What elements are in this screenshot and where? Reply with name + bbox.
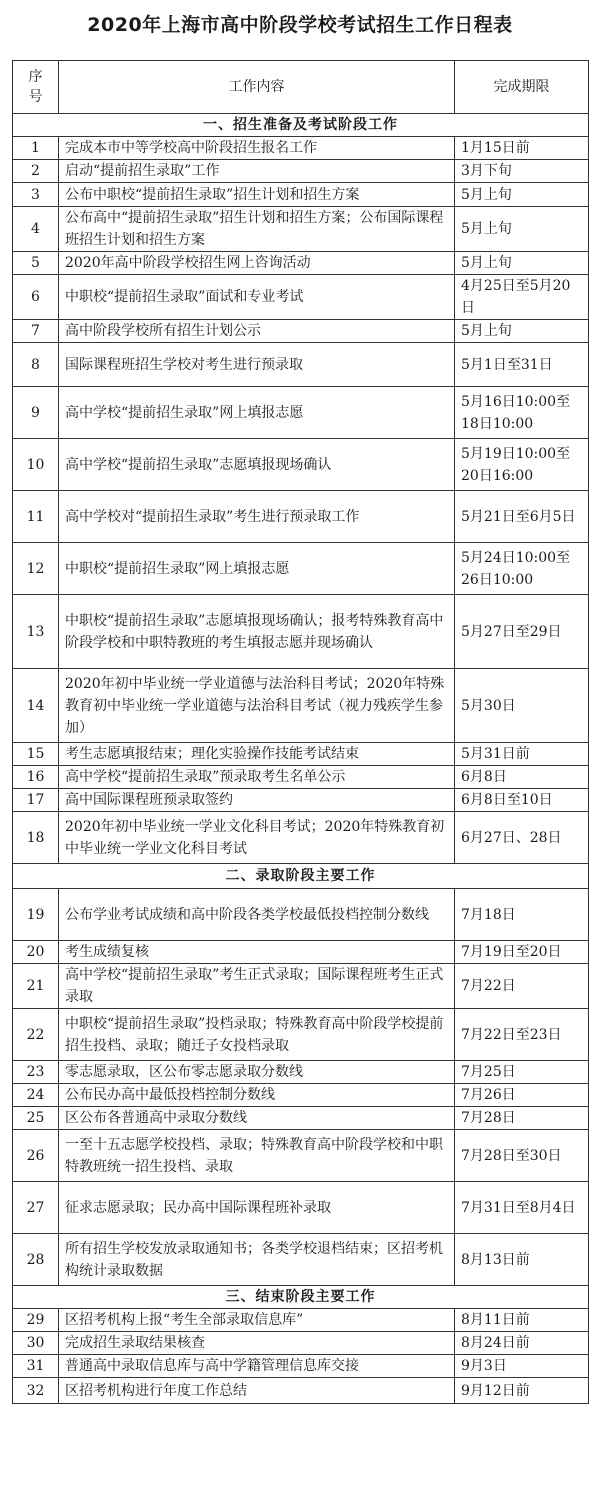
row-period: 3月下旬 bbox=[455, 160, 589, 183]
row-period: 5月21日至6月5日 bbox=[455, 491, 589, 543]
table-row bbox=[13, 1234, 589, 1286]
row-content: 一至十五志愿学校投档、录取；特殊教育高中阶段学校和中职特教班统一招生投档、录取 bbox=[59, 1130, 455, 1182]
row-period: 6月8日至10日 bbox=[455, 789, 589, 812]
row-content: 高中学校“提前招生录取”预录取考生名单公示 bbox=[59, 766, 455, 789]
row-content: 中职校“提前招生录取”志愿填报现场确认；报考特殊教育高中阶段学校和中职特教班的考生填报志愿并现场确认 bbox=[59, 595, 455, 669]
row-period: 5月上旬 bbox=[455, 207, 589, 252]
row-period: 8月24日前 bbox=[455, 1332, 589, 1355]
row-period: 7月31日至8月4日 bbox=[455, 1182, 589, 1234]
table-row bbox=[13, 1332, 589, 1355]
row-number: 12 bbox=[13, 543, 59, 595]
row-content: 公布中职校“提前招生录取”招生计划和招生方案 bbox=[59, 183, 455, 207]
row-content: 高中阶段学校所有招生计划公示 bbox=[59, 320, 455, 343]
row-content: 普通高中录取信息库与高中学籍管理信息库交接 bbox=[59, 1355, 455, 1378]
row-content: 国际课程班招生学校对考生进行预录取 bbox=[59, 343, 455, 387]
row-number: 16 bbox=[13, 766, 59, 789]
row-period: 5月30日 bbox=[455, 669, 589, 743]
row-number: 17 bbox=[13, 789, 59, 812]
header-period: 完成期限 bbox=[455, 61, 589, 114]
row-period: 5月19日10:00至20日16:00 bbox=[455, 439, 589, 491]
row-content: 区招考机构上报“考生全部录取信息库” bbox=[59, 1309, 455, 1332]
row-number: 20 bbox=[13, 941, 59, 964]
row-content: 高中学校“提前招生录取”网上填报志愿 bbox=[59, 387, 455, 439]
row-content: 公布民办高中最低投档控制分数线 bbox=[59, 1084, 455, 1107]
table-row bbox=[13, 889, 589, 941]
row-content: 公布学业考试成绩和高中阶段各类学校最低投档控制分数线 bbox=[59, 889, 455, 941]
row-number: 18 bbox=[13, 812, 59, 864]
row-number: 1 bbox=[13, 137, 59, 160]
table-row bbox=[13, 1309, 589, 1332]
row-content: 所有招生学校发放录取通知书；各类学校退档结束；区招考机构统计录取数据 bbox=[59, 1234, 455, 1286]
table-row bbox=[13, 137, 589, 160]
table-row bbox=[13, 343, 589, 387]
row-content: 中职校“提前招生录取”面试和专业考试 bbox=[59, 275, 455, 320]
row-number: 24 bbox=[13, 1084, 59, 1107]
row-period: 4月25日至5月20日 bbox=[455, 275, 589, 320]
table-row bbox=[13, 595, 589, 669]
row-period: 5月上旬 bbox=[455, 183, 589, 207]
row-number: 3 bbox=[13, 183, 59, 207]
row-content: 零志愿录取，区公布零志愿录取分数线 bbox=[59, 1061, 455, 1084]
table-row bbox=[13, 543, 589, 595]
row-content: 区招考机构进行年度工作总结 bbox=[59, 1378, 455, 1404]
row-period: 8月11日前 bbox=[455, 1309, 589, 1332]
row-number: 22 bbox=[13, 1009, 59, 1061]
table-row bbox=[13, 252, 589, 275]
table-row bbox=[13, 789, 589, 812]
header-no bbox=[13, 61, 59, 114]
row-content: 2020年高中阶段学校招生网上咨询活动 bbox=[59, 252, 455, 275]
schedule-table bbox=[12, 60, 589, 1404]
row-content: 完成招生录取结果核查 bbox=[59, 1332, 455, 1355]
table-row bbox=[13, 439, 589, 491]
table-row bbox=[13, 1009, 589, 1061]
row-period: 5月16日10:00至18日10:00 bbox=[455, 387, 589, 439]
section-title: 三、结束阶段主要工作 bbox=[13, 1286, 589, 1309]
row-content: 启动“提前招生录取”工作 bbox=[59, 160, 455, 183]
row-period: 5月24日10:00至26日10:00 bbox=[455, 543, 589, 595]
table-row bbox=[13, 160, 589, 183]
row-period: 5月27日至29日 bbox=[455, 595, 589, 669]
row-content: 2020年初中毕业统一学业道德与法治科目考试；2020年特殊教育初中毕业统一学业道德与法治科目考试（视力残疾学生参加） bbox=[59, 669, 455, 743]
row-period: 9月12日前 bbox=[455, 1378, 589, 1404]
row-number: 2 bbox=[13, 160, 59, 183]
row-number: 23 bbox=[13, 1061, 59, 1084]
section-row bbox=[13, 114, 589, 137]
row-content: 区公布各普通高中录取分数线 bbox=[59, 1107, 455, 1130]
table-row bbox=[13, 941, 589, 964]
section-title: 二、录取阶段主要工作 bbox=[13, 864, 589, 889]
table-row bbox=[13, 491, 589, 543]
table-row bbox=[13, 743, 589, 766]
row-period: 5月31日前 bbox=[455, 743, 589, 766]
row-number: 31 bbox=[13, 1355, 59, 1378]
row-period: 8月13日前 bbox=[455, 1234, 589, 1286]
row-content: 完成本市中等学校高中阶段招生报名工作 bbox=[59, 137, 455, 160]
table-row bbox=[13, 1355, 589, 1378]
row-period: 7月22日至23日 bbox=[455, 1009, 589, 1061]
section-row bbox=[13, 1286, 589, 1309]
row-period: 7月18日 bbox=[455, 889, 589, 941]
section-row bbox=[13, 864, 589, 889]
table-row bbox=[13, 1061, 589, 1084]
row-period: 7月19日至20日 bbox=[455, 941, 589, 964]
row-period: 5月上旬 bbox=[455, 252, 589, 275]
row-period: 7月28日 bbox=[455, 1107, 589, 1130]
table-row bbox=[13, 1107, 589, 1130]
row-period: 7月22日 bbox=[455, 964, 589, 1009]
row-period: 7月25日 bbox=[455, 1061, 589, 1084]
row-period: 1月15日前 bbox=[455, 137, 589, 160]
row-number: 14 bbox=[13, 669, 59, 743]
table-row bbox=[13, 183, 589, 207]
table-row bbox=[13, 207, 589, 252]
row-content: 考生志愿填报结束；理化实验操作技能考试结束 bbox=[59, 743, 455, 766]
row-number: 13 bbox=[13, 595, 59, 669]
row-number: 9 bbox=[13, 387, 59, 439]
row-content: 高中国际课程班预录取签约 bbox=[59, 789, 455, 812]
table-row bbox=[13, 320, 589, 343]
table-row bbox=[13, 669, 589, 743]
row-content: 征求志愿录取；民办高中国际课程班补录取 bbox=[59, 1182, 455, 1234]
row-content: 2020年初中毕业统一学业文化科目考试；2020年特殊教育初中毕业统一学业文化科目考试 bbox=[59, 812, 455, 864]
table-row bbox=[13, 275, 589, 320]
row-number: 7 bbox=[13, 320, 59, 343]
row-period: 6月27日、28日 bbox=[455, 812, 589, 864]
row-content: 公布高中“提前招生录取”招生计划和招生方案；公布国际课程班招生计划和招生方案 bbox=[59, 207, 455, 252]
table-row bbox=[13, 1130, 589, 1182]
row-period: 7月28日至30日 bbox=[455, 1130, 589, 1182]
table-row bbox=[13, 1378, 589, 1404]
row-number: 27 bbox=[13, 1182, 59, 1234]
row-number: 6 bbox=[13, 275, 59, 320]
table-body bbox=[13, 114, 589, 1404]
table-row bbox=[13, 964, 589, 1009]
table-row bbox=[13, 812, 589, 864]
row-content: 高中学校对“提前招生录取”考生进行预录取工作 bbox=[59, 491, 455, 543]
row-content: 中职校“提前招生录取”网上填报志愿 bbox=[59, 543, 455, 595]
header-no-line2: 号 bbox=[28, 89, 43, 105]
row-content: 高中学校“提前招生录取”考生正式录取；国际课程班考生正式录取 bbox=[59, 964, 455, 1009]
row-number: 10 bbox=[13, 439, 59, 491]
row-content: 高中学校“提前招生录取”志愿填报现场确认 bbox=[59, 439, 455, 491]
header-no-line1: 序 bbox=[28, 69, 43, 85]
row-content: 考生成绩复核 bbox=[59, 941, 455, 964]
row-period: 5月1日至31日 bbox=[455, 343, 589, 387]
row-number: 30 bbox=[13, 1332, 59, 1355]
row-period: 7月26日 bbox=[455, 1084, 589, 1107]
row-number: 19 bbox=[13, 889, 59, 941]
header-content: 工作内容 bbox=[59, 61, 455, 114]
row-number: 5 bbox=[13, 252, 59, 275]
section-title: 一、招生准备及考试阶段工作 bbox=[13, 114, 589, 137]
row-number: 29 bbox=[13, 1309, 59, 1332]
page-title: 2020年上海市高中阶段学校考试招生工作日程表 bbox=[87, 14, 513, 36]
row-period: 5月上旬 bbox=[455, 320, 589, 343]
row-number: 21 bbox=[13, 964, 59, 1009]
row-period: 6月8日 bbox=[455, 766, 589, 789]
row-number: 8 bbox=[13, 343, 59, 387]
row-number: 11 bbox=[13, 491, 59, 543]
row-number: 28 bbox=[13, 1234, 59, 1286]
table-row bbox=[13, 387, 589, 439]
table-row bbox=[13, 1182, 589, 1234]
table-row bbox=[13, 766, 589, 789]
row-number: 15 bbox=[13, 743, 59, 766]
row-number: 4 bbox=[13, 207, 59, 252]
row-period: 9月3日 bbox=[455, 1355, 589, 1378]
table-row bbox=[13, 1084, 589, 1107]
table-header-row bbox=[13, 61, 589, 114]
row-content: 中职校“提前招生录取”投档录取；特殊教育高中阶段学校提前招生投档、录取；随迁子女投档录取 bbox=[59, 1009, 455, 1061]
row-number: 26 bbox=[13, 1130, 59, 1182]
row-number: 25 bbox=[13, 1107, 59, 1130]
row-number: 32 bbox=[13, 1378, 59, 1404]
